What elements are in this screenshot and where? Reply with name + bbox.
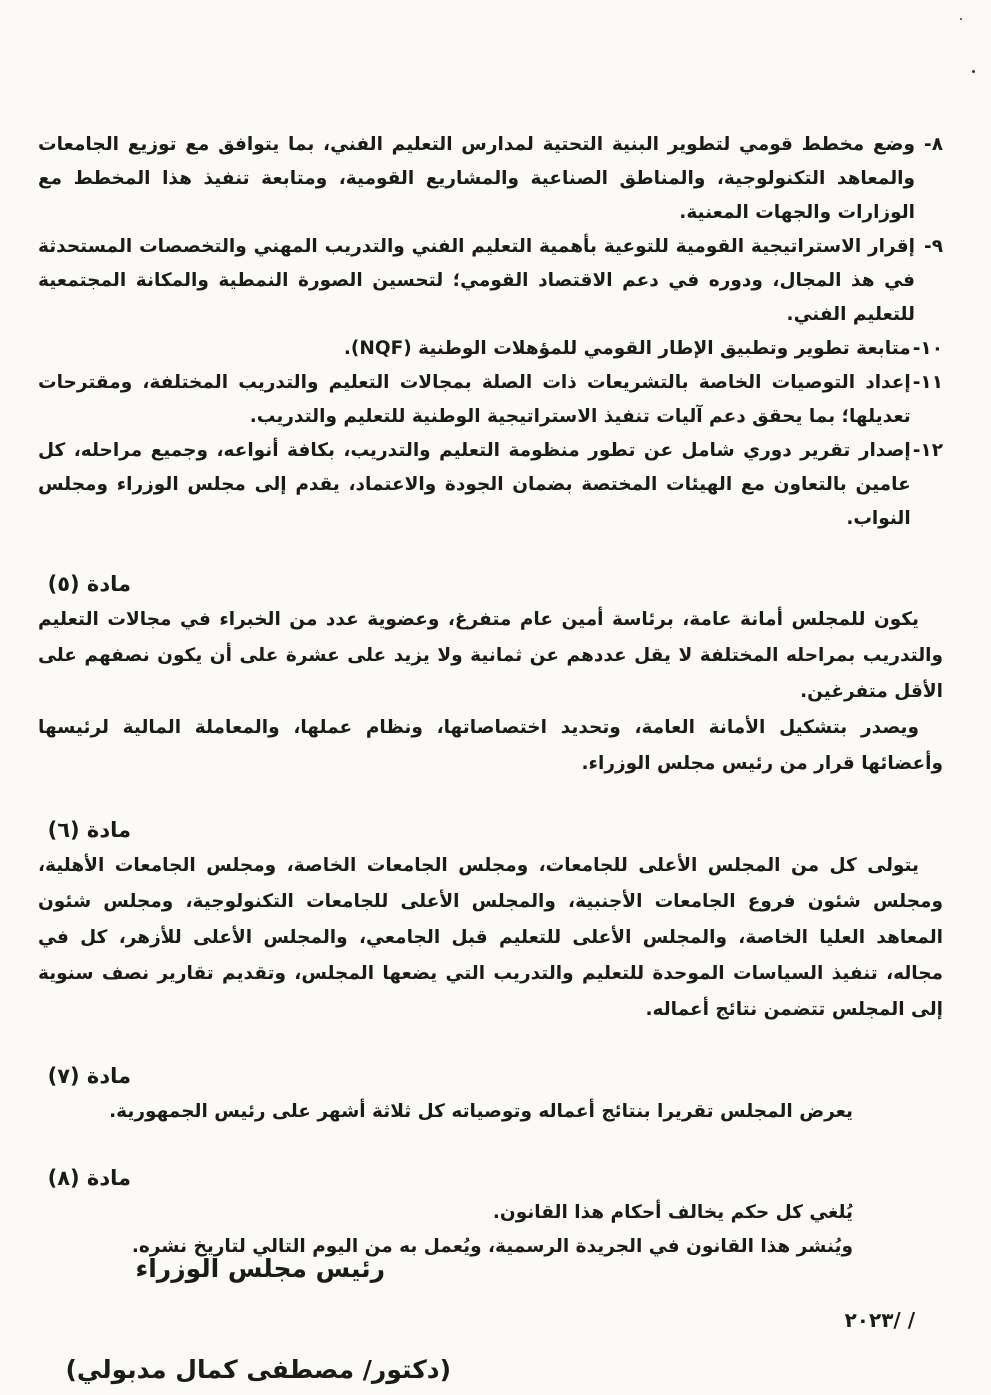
list-item-number: ٨- [924, 134, 943, 155]
article-7 [38, 1058, 943, 1130]
list-item-number: ٩- [924, 236, 943, 257]
list-item-number: ١١- [912, 372, 943, 393]
article-paragraph: يتولى كل من المجلس الأعلى للجامعات، ومجلس الجامعات الخاصة، ومجلس الجامعات الأهلية، ومجلس شئون فروع الجامعات الأجنبية، والمجلس الأعلى للجامعات التكنولوجية، ومجلس شئون المعاهد العليا الخاصة، والمجلس الأعلى للتعليم قبل الجامعي، والمجلس الأعلى للأزهر، كل في مجاله، تنفيذ السياسات الموحدة للتعليم والتدريب التي يضعها المجلس، وتقديم تقارير نصف سنوية إلى المجلس تتضمن نتائج أعماله. [38, 855, 943, 1020]
signature-title: رئيس مجلس الوزراء [135, 1254, 385, 1283]
article-paragraph: يكون للمجلس أمانة عامة، برئاسة أمين عام متفرغ، وعضوية عدد من الخبراء في مجالات التعليم والتدريب بمراحله المختلفة لا يقل عددهم عن ثمانية ولا يزيد على عشرة على أن يكون نصفهم على الأقل متفرغين. [38, 609, 943, 702]
article-8 [38, 1160, 943, 1264]
article-title: مادة (٨) [47, 1166, 131, 1190]
article-title: مادة (٧) [47, 1064, 131, 1088]
law-text [38, 128, 943, 1264]
article-5 [38, 566, 943, 782]
list-item-text: إقرار الاستراتيجية القومية للتوعية بأهمية التعليم الفني والتدريب المهني والتخصصات المستحدثة في هذ المجال، ودوره في دعم الاقتصاد القومي؛ لتحسين الصورة النمطية والمكانة المجتمعية للتعليم الفني. [38, 236, 915, 325]
list-item-9 [38, 230, 943, 332]
list-item-text: إعداد التوصيات الخاصة بالتشريعات ذات الصلة بمجالات التعليم والتدريب المختلفة، ومقترحات تعديلها؛ بما يحقق دعم آليات تنفيذ الاستراتيجية الوطنية للتعليم والتدريب. [38, 372, 911, 427]
scan-speck [960, 18, 962, 20]
list-item-number: ١٢- [912, 440, 943, 461]
list-item-10 [38, 332, 943, 366]
scan-speck [972, 70, 975, 73]
list-item-text: إصدار تقرير دوري شامل عن تطور منظومة التعليم والتدريب، بكافة أنواعه، وجميع مراحله، كل عامين بالتعاون مع الهيئات المختصة بضمان الجودة والاعتماد، يقدم إلى مجلس الوزراء ومجلس النواب. [38, 440, 911, 529]
list-item-text: متابعة تطوير وتطبيق الإطار القومي للمؤهلات الوطنية (NQF). [343, 338, 911, 359]
article-paragraph: يعرض المجلس تقريرا بنتائج أعماله وتوصياته كل ثلاثة أشهر على رئيس الجمهورية. [109, 1101, 853, 1122]
article-line: ويُنشر هذا القانون في الجريدة الرسمية، ويُعمل به من اليوم التالي لتاريخ نشره. [131, 1236, 853, 1257]
article-title: مادة (٥) [47, 572, 131, 596]
list-item-number: ١٠- [912, 338, 943, 359]
article-paragraph: ويصدر بتشكيل الأمانة العامة، وتحديد اختصاصاتها، ونظام عملها، والمعاملة المالية لرئيسها وأعضائها قرار من رئيس مجلس الوزراء. [38, 717, 943, 774]
article-line: يُلغي كل حكم يخالف أحكام هذا القانون. [492, 1202, 853, 1223]
list-item-11 [38, 366, 943, 434]
list-item-12 [38, 434, 943, 536]
article-title: مادة (٦) [47, 818, 131, 842]
article-6 [38, 812, 943, 1028]
signature-date: / /٢٠٢٣ [844, 1308, 915, 1332]
list-item-text: وضع مخطط قومي لتطوير البنية التحتية لمدارس التعليم الفني، بما يتوافق مع توزيع الجامعات والمعاهد التكنولوجية، والمناطق الصناعية والمشاريع القومية، ومتابعة تنفيذ هذا المخطط مع الوزارات والجهات المعنية. [38, 134, 915, 223]
signer-name: (دكتور/ مصطفى كمال مدبولي) [65, 1355, 451, 1384]
list-item-8 [38, 128, 943, 230]
